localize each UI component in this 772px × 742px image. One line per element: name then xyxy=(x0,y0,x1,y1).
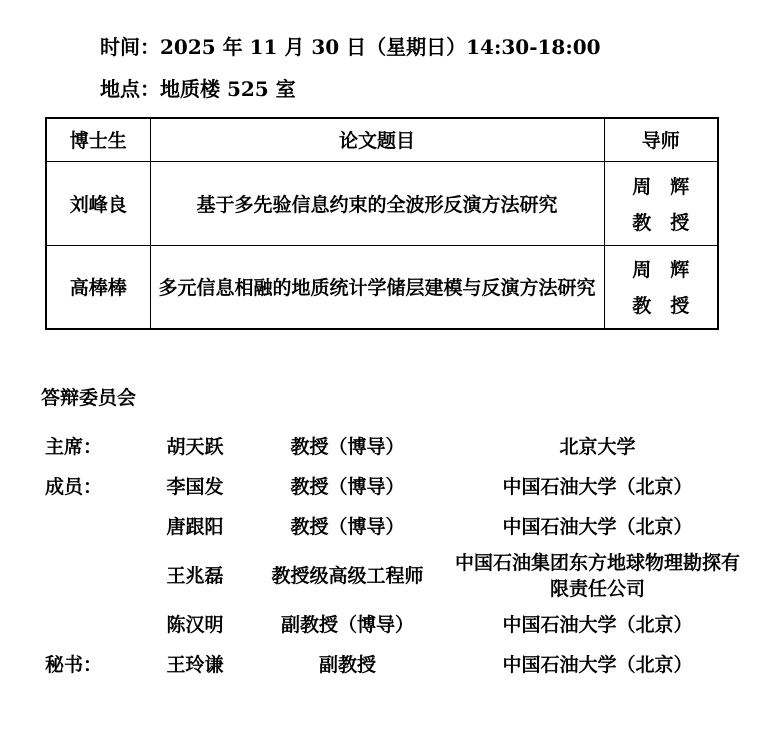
table-row xyxy=(46,161,718,245)
student-name: 高棒棒 xyxy=(46,245,150,329)
committee-role: 成员： xyxy=(45,476,103,498)
committee-member-title: 副教授 xyxy=(318,654,376,676)
thesis-title: 多元信息相融的地质统计学储层建模与反演方法研究 xyxy=(150,245,604,329)
location-value: 地质楼 525 室 xyxy=(160,77,296,101)
location-line xyxy=(100,78,296,100)
committee-role xyxy=(45,547,150,605)
committee-member-name: 陈汉明 xyxy=(166,614,224,636)
header-thesis-title: 论文题目 xyxy=(150,118,604,161)
committee-member-org: 中国石油大学（北京） xyxy=(502,476,693,498)
committee-member-org: 北京大学 xyxy=(559,436,636,458)
committee-member-name: 唐跟阳 xyxy=(166,516,224,538)
time-value: 2025 年 11 月 30 日（星期日）14:30-18:00 xyxy=(160,35,601,59)
committee-list xyxy=(45,427,740,685)
defense-schedule-table xyxy=(45,117,719,330)
time-label: 时间： xyxy=(100,35,160,59)
committee-member-name: 李国发 xyxy=(166,476,224,498)
committee-role: 主席： xyxy=(45,436,103,458)
table-header-row xyxy=(46,118,718,161)
table-row xyxy=(46,245,718,329)
committee-member-name: 王玲谦 xyxy=(166,654,224,676)
committee-member-title: 教授（博导） xyxy=(290,476,405,498)
location-label: 地点： xyxy=(100,77,160,101)
committee-role xyxy=(45,507,150,547)
header-student: 博士生 xyxy=(46,118,150,161)
committee-role: 秘书： xyxy=(45,654,103,676)
committee-member-name: 胡天跃 xyxy=(166,436,224,458)
time-line xyxy=(100,36,601,58)
committee-member-title: 副教授（博导） xyxy=(280,614,414,636)
committee-member-title: 教授级高级工程师 xyxy=(271,565,424,587)
header-advisor: 导师 xyxy=(604,118,718,161)
committee-member-org: 中国石油大学（北京） xyxy=(502,516,693,538)
student-name: 刘峰良 xyxy=(46,161,150,245)
advisor-name: 周 辉 xyxy=(632,259,690,282)
committee-member-org: 中国石油大学（北京） xyxy=(502,614,693,636)
committee-heading: 答辩委员会 xyxy=(41,387,137,409)
committee-role xyxy=(45,605,150,645)
committee-member-title: 教授（博导） xyxy=(290,436,405,458)
advisor-name: 周 辉 xyxy=(632,175,690,198)
committee-member-title: 教授（博导） xyxy=(290,516,405,538)
advisor-title: 教 授 xyxy=(632,295,690,318)
thesis-title: 基于多先验信息约束的全波形反演方法研究 xyxy=(150,161,604,245)
committee-member-org: 中国石油大学（北京） xyxy=(502,654,693,676)
advisor-cell xyxy=(604,161,718,245)
committee-member-name: 王兆磊 xyxy=(166,565,224,587)
advisor-title: 教 授 xyxy=(632,211,690,234)
committee-member-org: 中国石油集团东方地球物理勘探有限责任公司 xyxy=(455,552,741,600)
advisor-cell xyxy=(604,245,718,329)
